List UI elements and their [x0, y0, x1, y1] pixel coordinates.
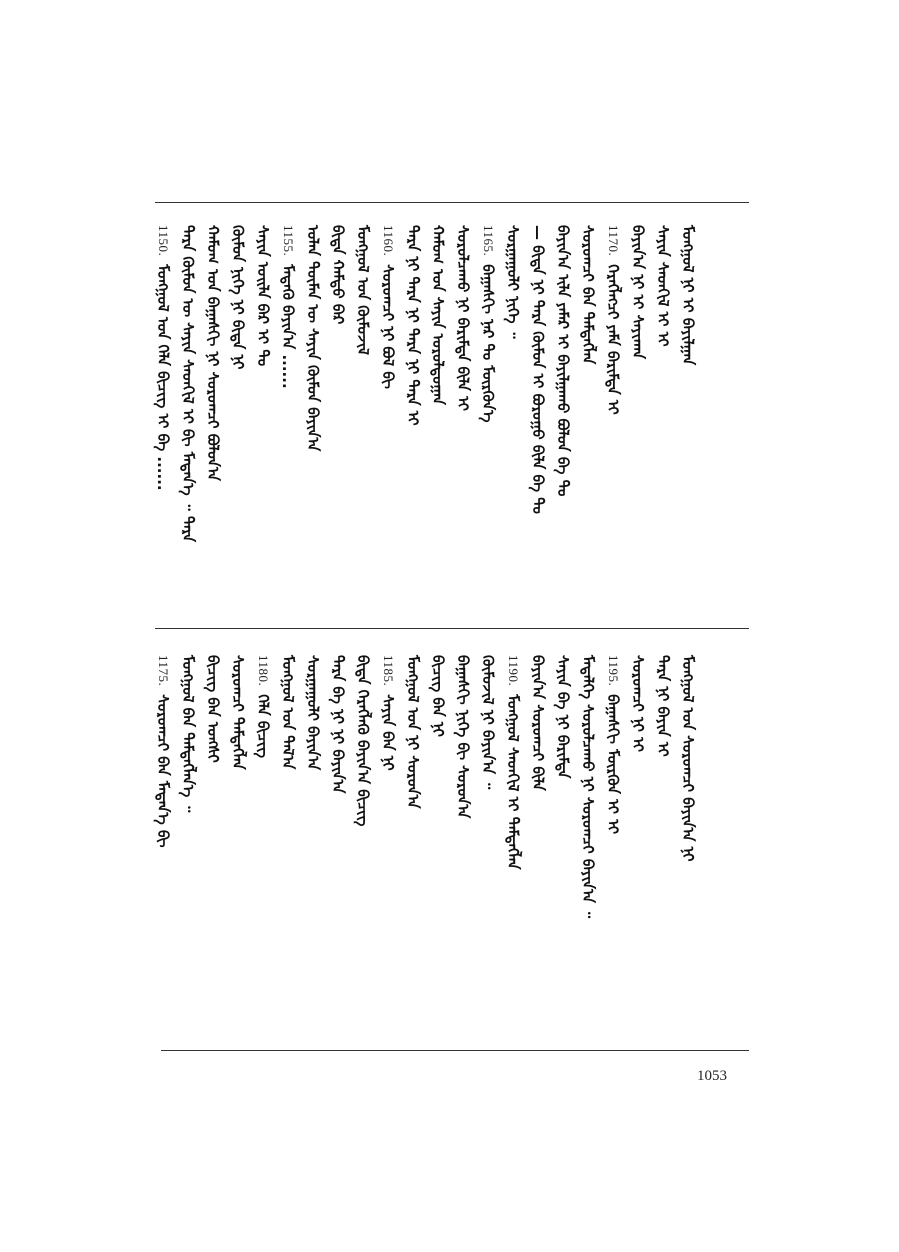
verse-text: ᠬᠠᠮᠤᠭ ᠤᠨ ᠪᠠᠭᠠᠰᠬᠢ ᠨᠢ ᠰᠤᠷᠤᠭᠴᠢ ᠪᠣᠯᠤᠨ᠎ᠠ — [204, 225, 222, 481]
verse-line — [650, 655, 676, 757]
verse-text: ᠰᠠᠶᠢᠨ ᠪᠠ ᠨᠢ ᠪᠠᠷᠢᠮᠲᠠ — [554, 655, 572, 779]
verse-text: ᠮᠡᠳᠡᠬᠦ ᠪᠠᠶᠢᠨ᠎ᠠ ...... — [279, 264, 297, 389]
verse-line — [200, 655, 226, 763]
line-number-marker: 1150. — [156, 225, 171, 257]
verse-line — [325, 655, 351, 793]
verse-text: ᠰᠤᠷᠤᠭᠴᠢ ᠨᠢ ᠪᠣᠯ ᠪᠢ — [379, 264, 397, 389]
verse-text: — ᠪᠢᠳᠡ ᠨᠢ ᠲᠡᠷᠡ ᠬᠦᠮᠦᠨ ᠢ ᠪᠤᠷᠤᠭᠤ ᠪᠢᠯᠡ ᠪᠠ ᠲᠤ — [529, 225, 547, 514]
verse-text: ᠬᠦᠮᠦᠵᠢᠯ ᠨᠢ ᠪᠠᠶᠢᠨ᠎ᠠ ᠃ — [479, 655, 497, 790]
verse-line — [625, 225, 651, 359]
verse-line — [350, 225, 376, 355]
line-number-marker: 1190. — [506, 655, 521, 687]
verse-line — [400, 655, 426, 809]
verse-line — [350, 655, 376, 826]
verse-line — [500, 225, 526, 339]
verse-line — [500, 655, 526, 869]
verse-line — [375, 225, 401, 389]
verse-line — [275, 655, 301, 769]
verse-line — [600, 225, 626, 415]
verse-line — [675, 225, 701, 365]
line-number-marker: 1160. — [381, 225, 396, 257]
verse-line — [250, 655, 276, 758]
verse-line — [450, 225, 476, 411]
verse-line — [175, 655, 201, 812]
verse-text: ᠰᠠᠶᠢᠨ ᠤᠢᠯᠡ ᠪᠡᠷ ᠢ ᠲᠤ — [254, 225, 272, 367]
verse-line — [400, 225, 426, 426]
verse-text: ᠰᠤᠷᠤᠭᠴᠢ ᠲᠡᠮᠳᠡᠭᠯᠡᠨ — [229, 655, 247, 770]
verse-block-top — [150, 225, 750, 615]
verse-text: ᠮᠣᠩᠭᠣᠯ ᠤᠨ ᠬᠡᠯᠡ ᠪᠢᠴᠢᠭ ᠢ ᠪᠠ ...... — [154, 264, 172, 491]
verse-text: ᠪᠠᠶᠢᠨ᠎ᠠ ᠰᠤᠷᠤᠭᠴᠢ ᠪᠢᠯᠡ — [529, 655, 547, 791]
verse-line — [250, 225, 276, 366]
verse-text: ᠮᠣᠩᠭᠣᠯ ᠤᠨ ᠨᠢ ᠰᠤᠷᠤᠨ᠎ᠠ — [404, 655, 422, 809]
verse-line — [525, 225, 551, 514]
verse-text: ᠬᠡᠷᠡᠭᠯᠡᠭᠴᠢ ᠶᠠᠮᠠ ᠪᠠᠷᠢᠮᠲᠠ ᠢ — [604, 264, 622, 415]
verse-line — [600, 655, 626, 834]
verse-line — [300, 655, 326, 770]
verse-text: ᠬᠡᠯᠡ ᠪᠢᠴᠢᠭ — [254, 694, 272, 759]
verse-text: ᠪᠠᠶᠢᠨ᠎ᠠ ᠢᠯᠡ ᠶᠠᠮᠠᠷ ᠢ ᠪᠠᠶᠢᠯᠭᠠᠬᠤ ᠪᠣᠯᠤᠨ ᠪᠠ ᠲᠤ — [554, 225, 572, 497]
verse-text: ᠰᠤᠷᠤᠭᠴᠢ ᠪᠠᠨ ᠮᠡᠳᠡᠨ᠎ᠡ ᠪᠢ — [154, 694, 172, 848]
line-number-marker: 1195. — [606, 655, 621, 687]
verse-text: ᠲᠡᠷᠡ ᠨᠢ ᠲᠡᠷᠡ ᠨᠢ ᠲᠡᠷᠡ ᠨᠢ ᠲᠡᠷᠡ ᠢ — [404, 225, 422, 426]
verse-text: ᠰᠤᠷᠤᠭᠴᠢ ᠪᠠᠨ ᠲᠡᠮᠳᠡᠭᠯᠡᠨ — [579, 225, 597, 365]
verse-block-bottom — [150, 655, 750, 1035]
verse-text: ᠮᠣᠩᠭᠣᠯ ᠰᠡᠳᠬᠢᠯ ᠢ ᠲᠡᠮᠳᠡᠭᠯᠡᠨ — [504, 694, 522, 870]
verse-text: ᠮᠣᠩᠭᠣᠯ ᠤᠨ ᠬᠦᠮᠦᠵᠢᠯ — [354, 225, 372, 355]
verse-line — [425, 655, 451, 737]
line-number-marker: 1165. — [481, 225, 496, 257]
top-rule — [155, 202, 749, 203]
verse-text: ᠪᠠᠭᠠᠰᠬᠢ ᠨᠠᠷ ᠲᠤ ᠮᠥᠷᠭᠦᠨ᠎ᠡ — [479, 264, 497, 423]
verse-text: ᠰᠤᠷᠤᠯᠴᠠᠬᠤ ᠨᠢ ᠪᠠᠷᠢᠮᠲᠠ ᠪᠢᠯᠡ ᠢ — [454, 225, 472, 412]
verse-text: ᠣᠯᠠᠨ ᠲᠦᠮᠡᠨ ᠦ ᠰᠠᠶᠢᠨ ᠬᠦᠮᠦᠨ ᠪᠠᠶᠢᠨ᠎ᠠ — [304, 225, 322, 452]
verse-line — [550, 225, 576, 496]
verse-line — [525, 655, 551, 791]
verse-text: ᠮᠣᠩᠭᠣᠯ ᠪᠠᠨ ᠲᠡᠮᠳᠡᠭᠯᠡᠨ᠎ᠡ ᠃ — [179, 655, 197, 813]
verse-text: ᠪᠠᠶᠢᠨ᠎ᠠ ᠨᠢ ᠢ ᠰᠠᠶᠢᠬᠠᠨ — [629, 225, 647, 360]
verse-text: ᠲᠡᠷᠡ ᠨᠢ ᠪᠠᠶᠢᠨ ᠢ — [654, 655, 672, 757]
line-number-marker: 1175. — [156, 655, 171, 687]
verse-line — [475, 225, 501, 423]
verse-line — [200, 225, 226, 481]
verse-line — [575, 225, 601, 364]
verse-line — [225, 655, 251, 770]
verse-line — [375, 655, 401, 771]
verse-text: ᠬᠦᠮᠦᠨ ᠨᠢᠭᠡ ᠨᠢ ᠪᠢᠳᠡ ᠨᠢ — [229, 225, 247, 370]
middle-rule — [155, 628, 749, 629]
verse-text: ᠪᠠᠭᠠᠰᠬᠢ ᠨᠢᠭᠡ ᠪᠢ ᠰᠤᠷᠤᠨ᠎ᠠ — [454, 655, 472, 819]
verse-line — [175, 225, 201, 542]
verse-line — [625, 655, 651, 752]
verse-line — [475, 655, 501, 789]
verse-text: ᠪᠢᠴᠢᠭ ᠪᠠᠨ ᠨᠢ — [429, 655, 447, 737]
verse-text: ᠪᠢᠳᠡ ᠬᠡᠷᠡᠭᠯᠡᠬᠦ ᠪᠠᠶᠢᠨ᠎ᠠ ᠪᠢᠴᠢᠭ — [354, 655, 372, 827]
verse-line — [550, 655, 576, 778]
verse-line — [225, 225, 251, 369]
verse-text: ᠰᠠᠶᠢᠨ ᠪᠠᠨ ᠨᠢ — [379, 694, 397, 771]
verse-text: ᠲᠡᠷᠡ ᠬᠦᠮᠦᠨ ᠦ ᠰᠠᠶᠢᠨ ᠰᠡᠳᠬᠢᠯ ᠢ ᠪᠢ ᠮᠡᠳᠡᠨ᠎ᠡ ᠃ ᠲᠡᠷᠡ — [179, 225, 197, 543]
verse-text: ᠮᠣᠩᠭᠣᠯ ᠨᠢ ᠢ ᠪᠠᠶᠢᠯᠭᠠᠨ — [679, 225, 697, 366]
verse-text: ᠮᠣᠩᠭᠣᠯ ᠤᠨ ᠲᠠᠯ᠎ᠠ — [279, 655, 297, 770]
verse-line — [675, 655, 701, 862]
page-number: 1053 — [697, 1068, 727, 1084]
verse-text: ᠮᠡᠳᠡᠯᠭᠡ ᠰᠤᠷᠤᠯᠴᠠᠬᠤ ᠨᠢ ᠰᠤᠷᠤᠭᠴᠢ ᠪᠠᠶᠢᠨ᠎ᠠ ᠃ — [579, 655, 597, 919]
verse-text: ᠰᠠᠶᠢᠨ ᠰᠡᠳᠬᠢᠯ ᠢ ᠢ — [654, 225, 672, 347]
verse-text: ᠬᠠᠮᠤᠭ ᠤᠨ ᠰᠠᠶᠢᠨ ᠤᠷᠤᠯᠳᠤᠭᠠᠨ — [429, 225, 447, 405]
line-number-marker: 1170. — [606, 225, 621, 257]
verse-line — [150, 655, 176, 847]
verse-text: ᠰᠤᠷᠤᠭᠴᠢ ᠨᠢ ᠢ — [629, 655, 647, 753]
verse-line — [425, 225, 451, 405]
verse-text: ᠪᠢᠳᠡ ᠬᠠᠮᠲᠤ ᠪᠠᠷ — [329, 225, 347, 325]
verse-line — [300, 225, 326, 451]
line-number-marker: 1185. — [381, 655, 396, 687]
verse-line — [575, 655, 601, 918]
verse-text: ᠮᠣᠩᠭᠣᠯ ᠤᠨ ᠰᠤᠷᠤᠭᠴᠢ ᠪᠠᠶᠢᠨ᠎ᠠ ᠨᠢ — [679, 655, 697, 862]
verse-line — [325, 225, 351, 324]
line-number-marker: 1155. — [281, 225, 296, 257]
verse-line — [150, 225, 176, 491]
verse-line — [650, 225, 676, 347]
verse-text: ᠰᠤᠷᠭᠠᠭᠤᠯᠢ ᠨᠢᠭᠡ ᠃ — [504, 225, 522, 339]
verse-line — [450, 655, 476, 818]
line-number-marker: 1180. — [256, 655, 271, 687]
verse-text: ᠪᠠᠭᠠᠰᠬᠢ ᠮᠥᠷᠭᠦᠨ ᠢ ᠢ — [604, 694, 622, 835]
verse-text: ᠪᠢᠴᠢᠭ ᠪᠠᠨ ᠤᠩᠰᠢ — [204, 655, 222, 763]
bottom-rule — [161, 1050, 749, 1051]
verse-text: ᠲᠡᠷᠡ ᠪᠠ ᠨᠢ ᠨᠢ ᠪᠠᠶᠢᠨ᠎ᠠ — [329, 655, 347, 794]
verse-line — [275, 225, 301, 389]
verse-text: ᠰᠤᠷᠭᠠᠭᠤᠯᠢ ᠪᠠᠶᠢᠨ᠎ᠠ — [304, 655, 322, 771]
